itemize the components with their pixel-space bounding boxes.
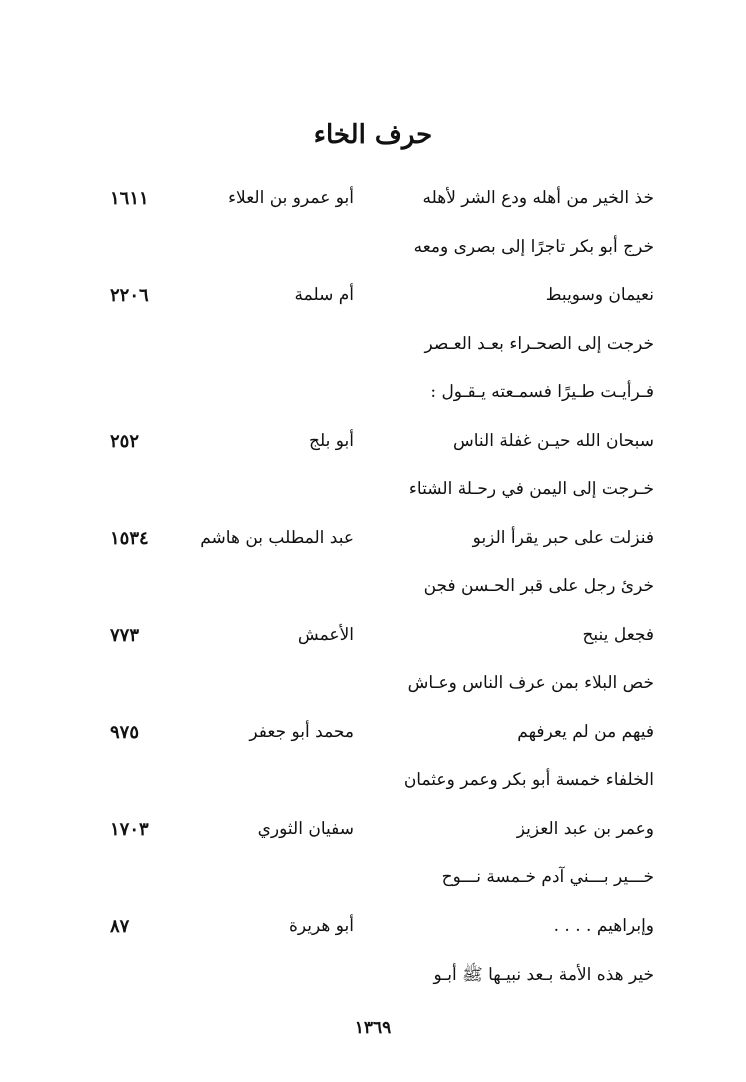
narrator-name: أبو عمرو بن العلاء (228, 188, 354, 208)
hadith-text: سبحان الله حيـن غفلة الناس (452, 430, 654, 451)
entry-number: ١٦١١ (110, 188, 149, 209)
hadith-text: خير هذه الأمة بـعد نبيـها ﷺ أبـو (433, 965, 654, 985)
list-item (0, 811, 746, 860)
hadith-text: نعيمان وسويبط (545, 285, 654, 305)
entry-number: ٨٧ (110, 915, 130, 937)
list-item (0, 714, 746, 763)
entry-number: ٢٢٠٦ (110, 285, 149, 306)
narrator-name: أم سلمة (294, 285, 354, 305)
hadith-text: فجعل ينبح (582, 624, 654, 645)
hadith-text: خذ الخير من أهله ودع الشر لأهله (422, 188, 654, 208)
list-item (0, 520, 746, 569)
hadith-text: فـرأيـت طـيرًا فسمـعته يـقـول : (430, 382, 654, 402)
hadith-text: وعمر بن عبد العزيز (516, 818, 654, 839)
hadith-text: فيهم من لم يعرفهم (517, 721, 654, 742)
narrator-name: محمد أبو جعفر (249, 721, 354, 742)
hadith-text: خص البلاء بمن عرف الناس وعـاش (407, 673, 654, 693)
list-item (0, 277, 746, 326)
narrator-name: أبو هريرة (288, 915, 354, 936)
list-item (0, 326, 746, 375)
list-item (0, 859, 746, 908)
list-item (0, 229, 746, 278)
list-item (0, 471, 746, 520)
entry-number: ٩٧٥ (110, 721, 140, 743)
hadith-text: خرجت إلى الصحـراء بعـد العـصر (424, 333, 654, 354)
section-heading: حرف الخاء (313, 120, 433, 150)
list-item (0, 956, 746, 1005)
hadith-text: الخلفاء خمسة أبو بكر وعمر وعثمان (403, 770, 654, 790)
hadith-text: وإبراهيم . . . . (553, 915, 654, 936)
hadith-text: خرج أبو بكر تاجرًا إلى بصرى ومعه (413, 236, 654, 257)
entry-number: ٧٧٣ (110, 624, 140, 646)
list-item (0, 180, 746, 229)
hadith-text: خـرجت إلى اليمن في رحـلة الشتاء (408, 479, 654, 499)
list-item (0, 374, 746, 423)
narrator-name: عبد المطلب بن هاشم (200, 527, 354, 548)
page-number: ١٣٦٩ (354, 1018, 392, 1038)
hadith-text: خرئ رجل على قبر الحـسن فجن (423, 576, 654, 596)
narrator-name: أبو بلج (309, 430, 354, 451)
list-item (0, 423, 746, 472)
narrator-name: الأعمش (297, 624, 354, 645)
list-item (0, 762, 746, 811)
hadith-text: فنزلت على حبر يقرأ الزبو (472, 527, 654, 548)
hadith-text: خـــير بـــني آدم خـمسة نـــوح (441, 867, 654, 887)
list-item (0, 568, 746, 617)
entries-list (0, 180, 746, 1005)
entry-number: ١٥٣٤ (110, 527, 149, 549)
list-item (0, 908, 746, 957)
list-item (0, 665, 746, 714)
list-item (0, 617, 746, 666)
entry-number: ٢٥٢ (110, 430, 140, 452)
entry-number: ١٧٠٣ (110, 818, 149, 840)
narrator-name: سفيان الثوري (257, 818, 354, 839)
